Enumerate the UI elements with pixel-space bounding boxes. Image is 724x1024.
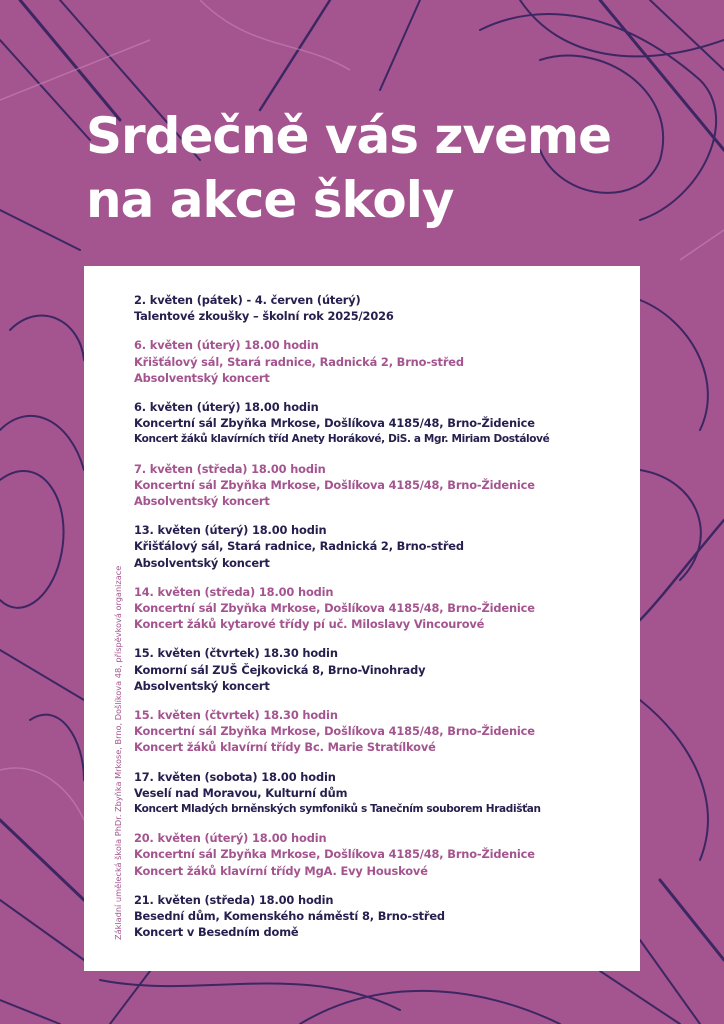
event-description: Koncert v Besedním domě <box>134 925 299 940</box>
event-item <box>134 337 630 386</box>
event-item <box>134 769 630 818</box>
event-date: 14. květen (středa) 18.00 hodin <box>134 584 334 599</box>
event-item <box>134 707 630 756</box>
event-place: Veselí nad Moravou, Kulturní dům <box>134 785 348 800</box>
event-place: Koncertní sál Zbyňka Mrkose, Došlíkova 4185/48, Brno-Židenice <box>134 724 535 739</box>
event-description: Talentové zkoušky – školní rok 2025/2026 <box>134 309 394 324</box>
events-list <box>134 292 630 954</box>
event-item <box>134 522 630 571</box>
event-place: Koncertní sál Zbyňka Mrkose, Došlíkova 4185/48, Brno-Židenice <box>134 601 535 616</box>
event-date: 6. květen (úterý) 18.00 hodin <box>134 338 319 353</box>
event-date: 6. květen (úterý) 18.00 hodin <box>134 400 319 415</box>
event-description: Koncert žáků klavírních tříd Anety Horákové, DiS. a Mgr. Miriam Dostálové <box>134 433 550 446</box>
event-date: 7. květen (středa) 18.00 hodin <box>134 461 326 476</box>
event-place: Koncertní sál Zbyňka Mrkose, Došlíkova 4185/48, Brno-Židenice <box>134 847 535 862</box>
event-item <box>134 292 630 324</box>
event-description: Koncert Mladých brněnských symfoniků s Tanečním souborem Hradišťan <box>134 803 541 816</box>
event-place: Besední dům, Komenského náměstí 8, Brno-střed <box>134 909 445 924</box>
event-place: Komorní sál ZUŠ Čejkovická 8, Brno-Vinohrady <box>134 662 426 677</box>
event-description: Absolventský koncert <box>134 678 270 693</box>
event-description: Absolventský koncert <box>134 370 270 385</box>
title-line-2: na akce školy <box>86 171 454 229</box>
event-place: Koncertní sál Zbyňka Mrkose, Došlíkova 4185/48, Brno-Židenice <box>134 416 535 431</box>
school-name-vertical: Základní umělecká škola PhDr. Zbyňka Mrkose, Brno, Došlíkova 48, příspěvková organizace <box>113 565 123 940</box>
event-item <box>134 461 630 510</box>
event-description: Koncert žáků klavírní třídy MgA. Evy Houskové <box>134 863 428 878</box>
event-description: Absolventský koncert <box>134 555 270 570</box>
event-item <box>134 830 630 879</box>
event-item <box>134 399 630 448</box>
event-description: Koncert žáků klavírní třídy Bc. Marie Stratílkové <box>134 740 436 755</box>
event-place: Koncertní sál Zbyňka Mrkose, Došlíkova 4185/48, Brno-Židenice <box>134 477 535 492</box>
event-description: Koncert žáků kytarové třídy pí uč. Miloslavy Vincourové <box>134 617 485 632</box>
event-date: 2. květen (pátek) - 4. červen (úterý) <box>134 293 361 307</box>
event-item <box>134 892 630 941</box>
page-title <box>86 104 706 232</box>
event-item <box>134 645 630 694</box>
event-date: 17. květen (sobota) 18.00 hodin <box>134 769 336 784</box>
title-line-1: Srdečně vás zveme <box>86 107 612 165</box>
event-place: Křišťálový sál, Stará radnice, Radnická 2, Brno-střed <box>134 354 464 369</box>
event-date: 15. květen (čtvrtek) 18.30 hodin <box>134 646 338 661</box>
event-date: 20. květen (úterý) 18.00 hodin <box>134 831 327 846</box>
event-item <box>134 584 630 633</box>
event-date: 15. květen (čtvrtek) 18.30 hodin <box>134 708 338 723</box>
event-date: 21. květen (středa) 18.00 hodin <box>134 892 334 907</box>
event-date: 13. květen (úterý) 18.00 hodin <box>134 523 327 538</box>
event-place: Křišťálový sál, Stará radnice, Radnická 2, Brno-střed <box>134 539 464 554</box>
event-description: Absolventský koncert <box>134 494 270 509</box>
